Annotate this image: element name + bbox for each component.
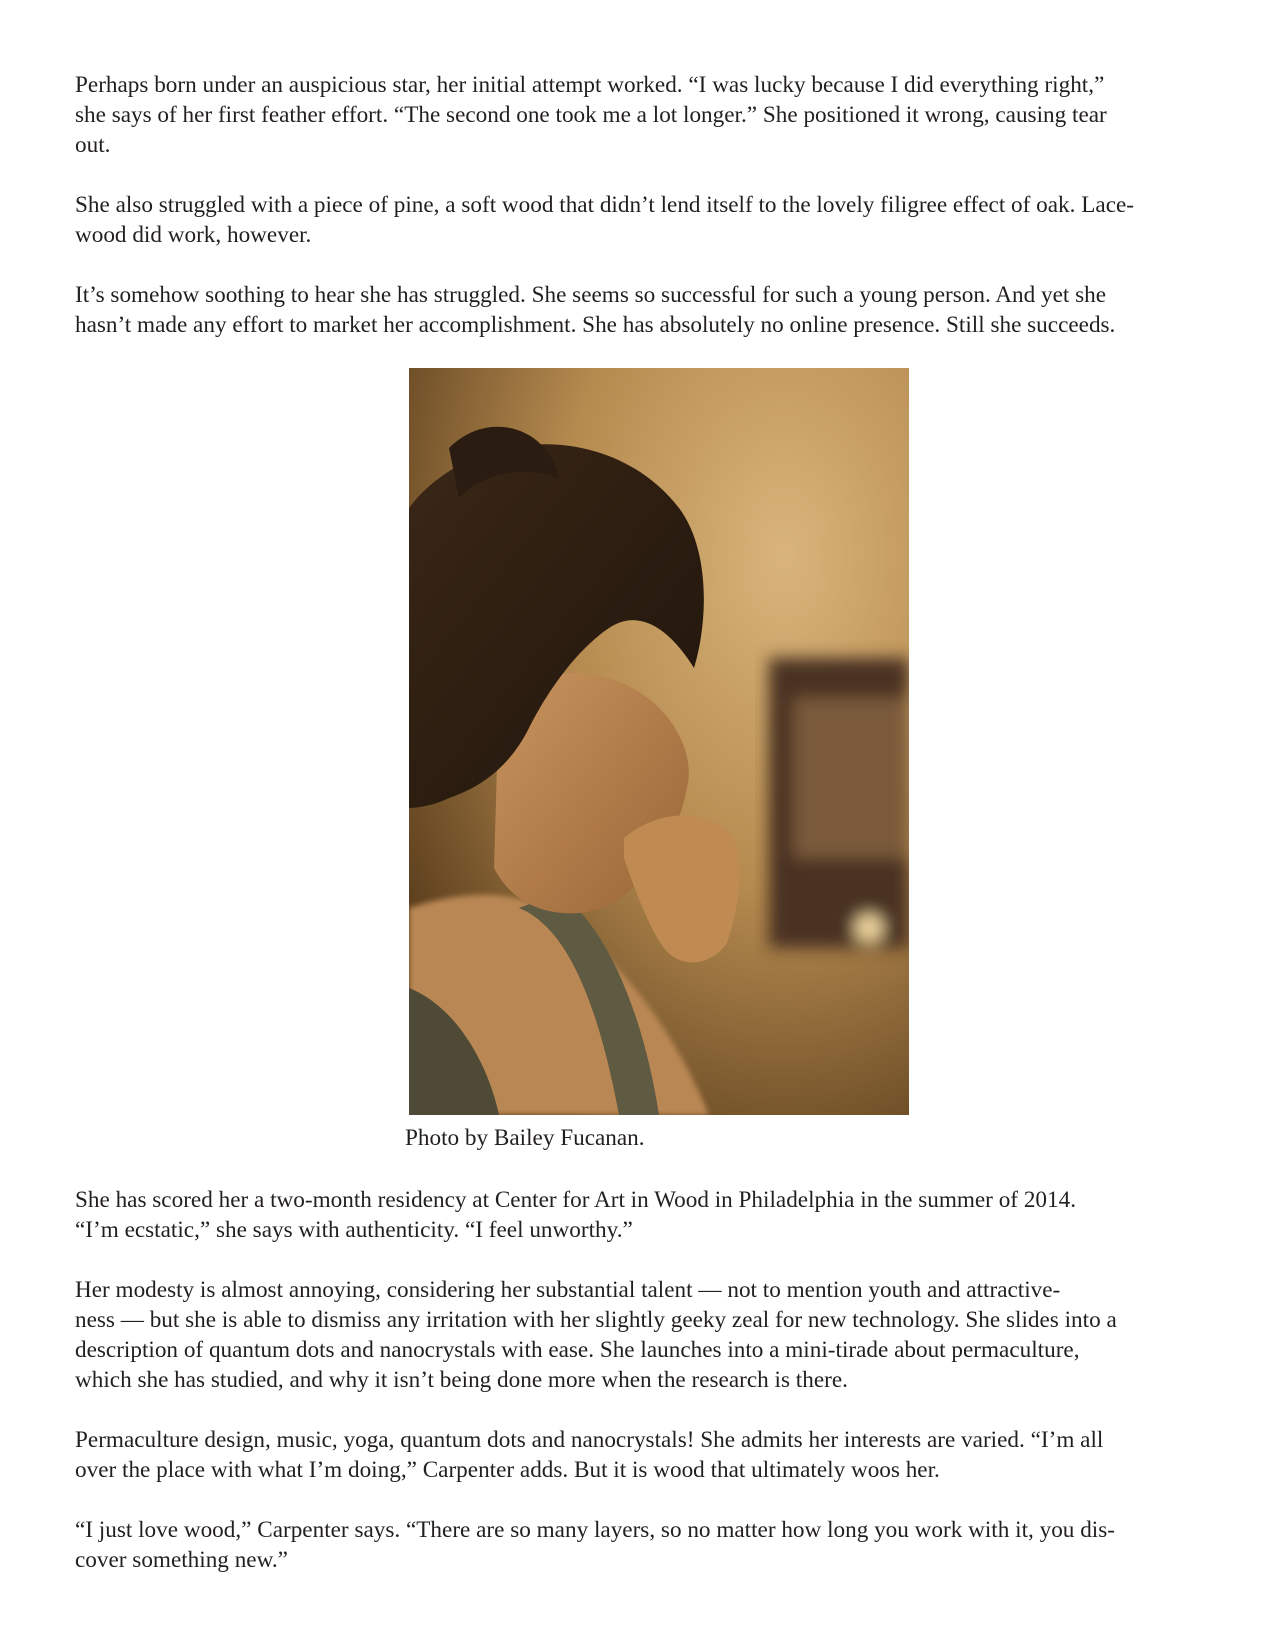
paragraph-residency [75,1185,1205,1245]
text-line: She has scored her a two-month residency at Center for Art in Wood in Philadelphia in the summer of 2014. [75,1187,1076,1213]
paragraph-interests [75,1425,1205,1485]
portrait-photo [409,368,909,1115]
text-line: cover something new.” [75,1547,288,1573]
paragraph-pine-struggle [75,190,1205,250]
text-line: over the place with what I’m doing,” Carpenter adds. But it is wood that ultimately woos her. [75,1457,940,1483]
photo-caption: Photo by Bailey Fucanan. [405,1125,645,1151]
paragraph-modesty [75,1275,1205,1395]
text-line: Perhaps born under an auspicious star, her initial attempt worked. “I was lucky because I did everything right,” [75,72,1105,98]
text-line: which she has studied, and why it isn’t being done more when the research is there. [75,1367,848,1393]
text-line: out. [75,132,111,158]
text-line: ness — but she is able to dismiss any irritation with her slightly geeky zeal for new technology. She slides into a [75,1307,1117,1333]
paragraph-love-wood [75,1515,1205,1575]
text-line: description of quantum dots and nanocrystals with ease. She launches into a mini-tirade about permaculture, [75,1337,1080,1363]
text-line: Permaculture design, music, yoga, quantum dots and nanocrystals! She admits her interests are varied. “I’m all [75,1427,1104,1453]
text-line: “I’m ecstatic,” she says with authenticity. “I feel unworthy.” [75,1217,633,1243]
text-line: hasn’t made any effort to market her accomplishment. She has absolutely no online presence. Still she succeeds. [75,312,1116,338]
paragraph-struggled [75,280,1205,340]
text-line: she says of her first feather effort. “The second one took me a lot longer.” She positioned it wrong, causing tear [75,102,1107,128]
text-line: “I just love wood,” Carpenter says. “There are so many layers, so no matter how long you work with it, you dis- [75,1517,1115,1543]
text-line: Her modesty is almost annoying, considering her substantial talent — not to mention youth and attractive- [75,1277,1061,1303]
text-line: She also struggled with a piece of pine, a soft wood that didn’t lend itself to the lovely filigree effect of oak. Lace- [75,192,1135,218]
text-line: wood did work, however. [75,222,312,248]
text-line: It’s somehow soothing to hear she has struggled. She seems so successful for such a young person. And yet she [75,282,1107,308]
paragraph-first-feather [75,70,1205,160]
